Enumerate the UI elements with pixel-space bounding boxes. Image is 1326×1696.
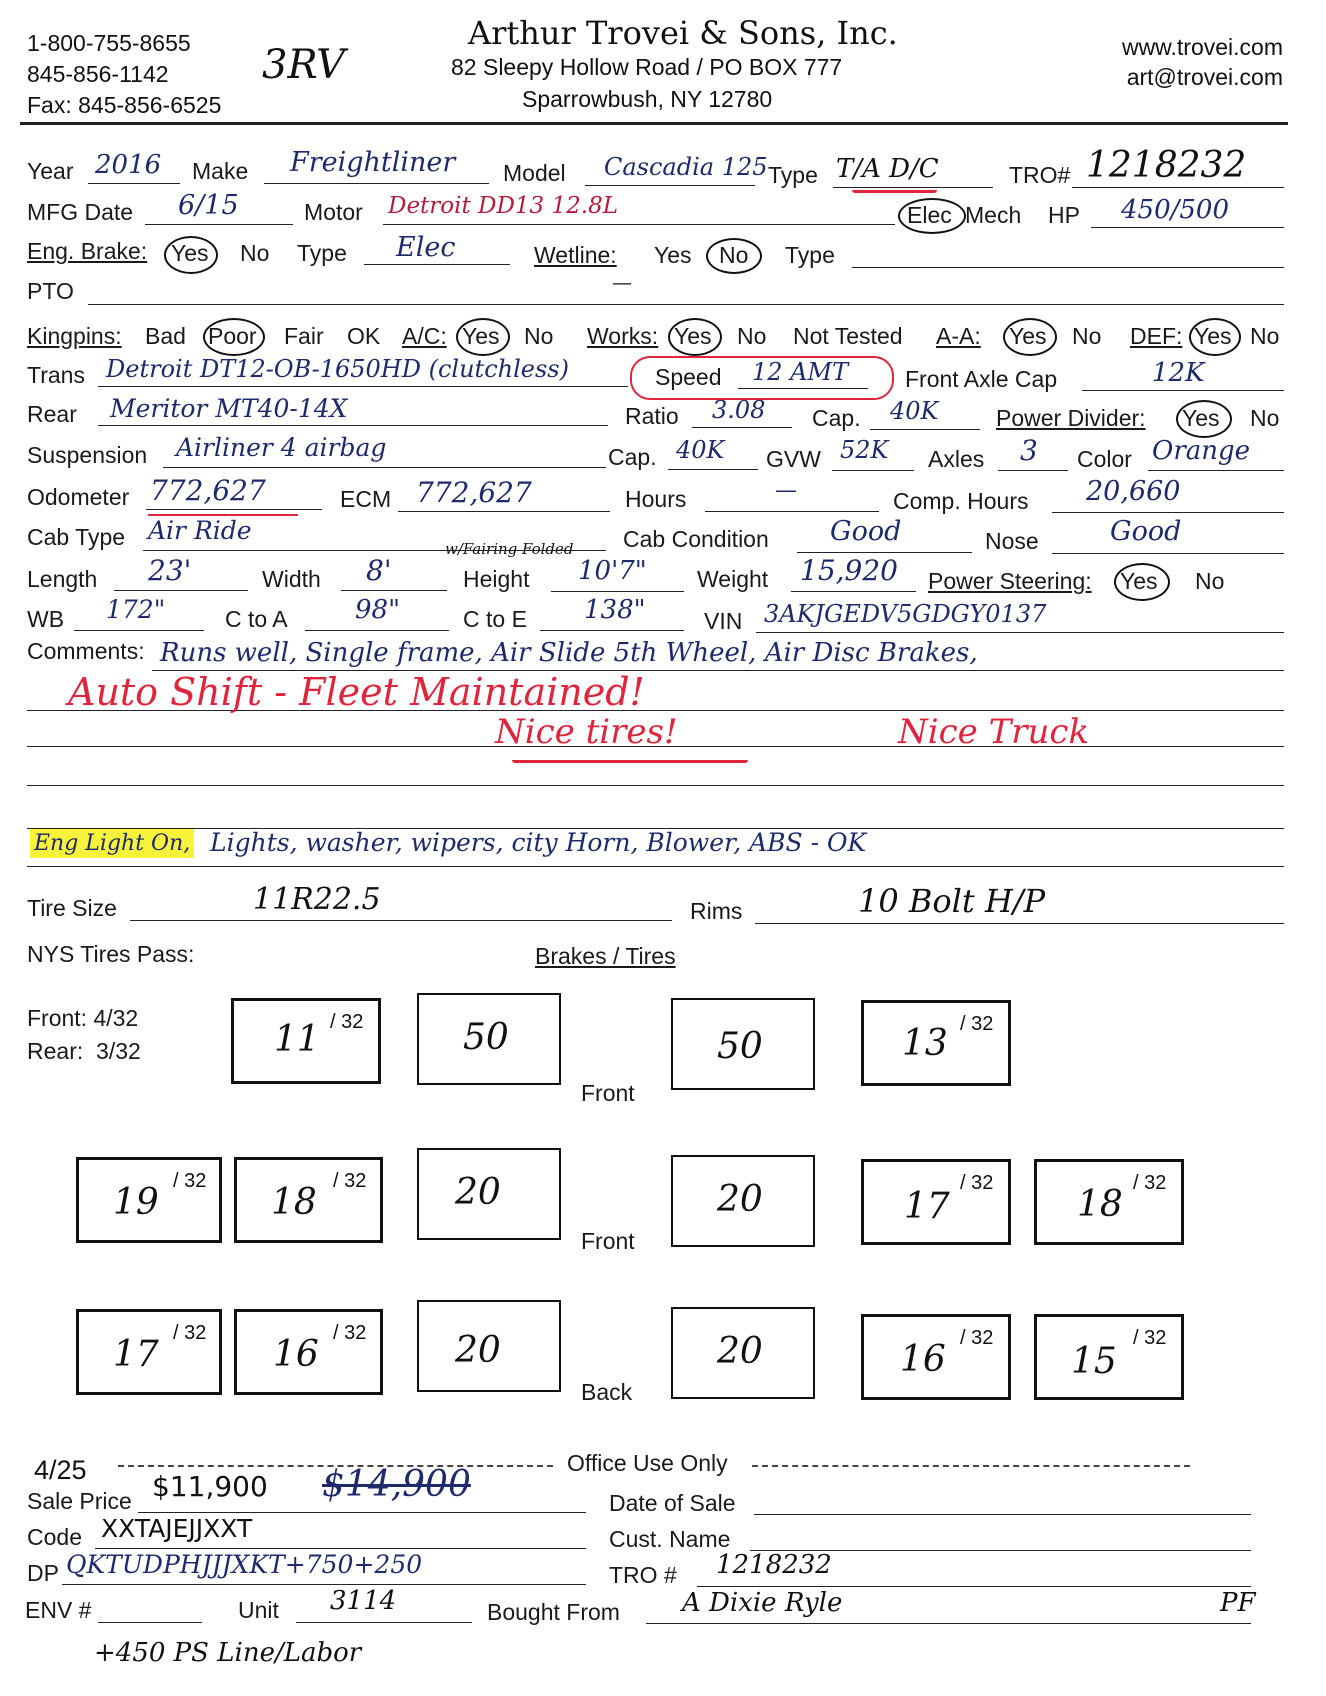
label-eng-brake: Eng. Brake: — [27, 238, 148, 264]
value-hours: — — [775, 478, 797, 503]
power-steering-no: No — [1195, 568, 1225, 594]
power-divider-no: No — [1250, 405, 1280, 431]
brake-value: 50 — [463, 1017, 509, 1058]
tro-line — [1072, 187, 1284, 188]
comments-line-6 — [27, 866, 1284, 867]
works-not-tested: Not Tested — [793, 323, 903, 349]
label-cust-name: Cust. Name — [609, 1526, 731, 1552]
label-eng-brake-type: Type — [297, 240, 347, 266]
label-c-to-e: C to E — [463, 606, 527, 632]
ratio-line — [692, 427, 792, 428]
kingpins-fair: Fair — [284, 323, 324, 349]
value-front-axle-cap: 12K — [1152, 358, 1205, 388]
company-name: Arthur Trovei & Sons, Inc. — [468, 14, 898, 52]
tread-denominator: / 32 — [330, 1011, 364, 1033]
tread-box-r3-l1 — [76, 1309, 222, 1395]
value-gvw: 52K — [840, 436, 889, 464]
ac-yes: Yes — [462, 323, 500, 349]
tread-box-r2-l2 — [234, 1157, 383, 1243]
tread-denominator: / 32 — [173, 1322, 207, 1344]
label-ratio: Ratio — [625, 403, 679, 429]
speed-line — [738, 388, 868, 389]
ac-no: No — [524, 323, 554, 349]
value-comments-3a: Nice tires! — [495, 712, 678, 752]
type-line — [833, 187, 993, 188]
pto-line — [88, 304, 1284, 305]
tread-value: 15 — [1071, 1341, 1117, 1382]
rear-cap-line — [870, 429, 980, 430]
value-weight: 15,920 — [800, 554, 898, 587]
tread-box-r3-l2 — [234, 1309, 383, 1395]
label-ac: A/C: — [402, 323, 447, 349]
company-email: art@trovei.com — [1126, 64, 1283, 90]
works-yes: Yes — [674, 323, 712, 349]
make-line — [264, 183, 489, 184]
brake-value: 20 — [717, 1179, 763, 1220]
label-pto: PTO — [27, 278, 74, 304]
label-dp: DP — [27, 1560, 59, 1586]
value-initials: PF — [1220, 1588, 1256, 1618]
header-phone-1: 1-800-755-8655 — [27, 30, 191, 56]
dp-line — [62, 1584, 586, 1585]
value-susp-cap: 40K — [676, 436, 725, 464]
year-line — [88, 183, 180, 184]
value-speed: 12 AMT — [752, 358, 849, 386]
wetline-yes: Yes — [654, 242, 692, 268]
value-sale-price: $11,900 — [152, 1470, 268, 1503]
header-fax: Fax: 845-856-6525 — [27, 92, 222, 118]
label-date-of-sale: Date of Sale — [609, 1490, 736, 1516]
label-aa: A-A: — [936, 323, 981, 349]
label-front-spec: Front: 4/32 — [27, 1005, 139, 1031]
label-type: Type — [768, 162, 818, 188]
value-axles: 3 — [1020, 434, 1038, 467]
value-dp: QKTUDPHJJJXKT+750+250 — [66, 1550, 423, 1579]
label-code: Code — [27, 1524, 82, 1550]
tread-value: 18 — [271, 1182, 317, 1223]
brake-value: 20 — [717, 1331, 763, 1372]
unit-line — [296, 1622, 472, 1623]
brake-box-r2-left — [417, 1148, 561, 1240]
value-highlight: Eng Light On, — [30, 829, 194, 858]
value-ecm: 772,627 — [416, 476, 532, 509]
label-susp-cap: Cap. — [608, 444, 657, 470]
label-nose: Nose — [985, 528, 1039, 554]
label-elec: Elec — [907, 202, 952, 228]
value-footnote: +450 PS Line/Labor — [94, 1638, 362, 1668]
tread-denominator: / 32 — [173, 1170, 207, 1192]
value-comments-2: Auto Shift - Fleet Maintained! — [68, 670, 645, 714]
tread-box-r1-right — [861, 1000, 1011, 1086]
tread-value: 19 — [113, 1182, 159, 1223]
value-mfg-date: 6/15 — [178, 190, 239, 221]
aa-yes: Yes — [1009, 323, 1047, 349]
value-motor: Detroit DD13 12.8L — [388, 193, 618, 219]
label-speed: Speed — [655, 364, 722, 390]
power-divider-yes: Yes — [1182, 405, 1220, 431]
nice-tires-red-underline — [512, 760, 748, 763]
tread-box-r3-r1 — [861, 1314, 1011, 1400]
nose-line — [1052, 553, 1284, 554]
company-address-2: Sparrowbush, NY 12780 — [522, 86, 773, 112]
kingpins-bad: Bad — [145, 323, 186, 349]
kingpins-poor: Poor — [208, 323, 257, 349]
label-rims: Rims — [690, 898, 743, 924]
company-address-1: 82 Sleepy Hollow Road / PO BOX 777 — [451, 54, 843, 80]
label-tire-size: Tire Size — [27, 895, 117, 921]
label-env: ENV # — [25, 1597, 92, 1623]
brake-value: 50 — [717, 1026, 763, 1067]
def-no: No — [1250, 323, 1280, 349]
label-rear: Rear — [27, 401, 77, 427]
label-odometer: Odometer — [27, 484, 130, 510]
tread-value: 17 — [113, 1334, 159, 1375]
hours-line — [705, 511, 879, 512]
label-front-row1: Front — [581, 1080, 635, 1106]
value-rear: Meritor MT40-14X — [110, 394, 348, 423]
value-ratio: 3.08 — [712, 396, 766, 424]
value-unit: 3114 — [330, 1586, 397, 1616]
value-type: T/A D/C — [836, 154, 939, 184]
header-rule — [20, 122, 1288, 125]
value-nose: Good — [1110, 516, 1182, 547]
comp-hours-line — [1052, 512, 1284, 513]
value-model: Cascadia 125 — [604, 153, 768, 181]
value-code: XXTAJEJJXXT — [101, 1514, 253, 1543]
tread-box-r2-l1 — [76, 1157, 222, 1243]
label-cab-condition: Cab Condition — [623, 526, 769, 552]
label-office-use-only: Office Use Only — [567, 1450, 728, 1476]
aa-no: No — [1072, 323, 1102, 349]
value-wetline-type: — — [612, 270, 632, 294]
tread-denominator: / 32 — [960, 1172, 994, 1194]
label-hours: Hours — [625, 486, 687, 512]
label-kingpins: Kingpins: — [27, 323, 122, 349]
value-bought-from: A Dixie Ryle — [682, 1588, 843, 1618]
cab-condition-line — [797, 552, 972, 553]
front-axle-cap-line — [1082, 390, 1284, 391]
model-line — [585, 185, 755, 186]
height-line — [551, 591, 684, 592]
value-trans: Detroit DT12-OB-1650HD (clutchless) — [106, 355, 569, 383]
value-eng-brake-type: Elec — [396, 232, 456, 263]
label-bought-from: Bought From — [487, 1599, 620, 1625]
value-fairing-note: w/Fairing Folded — [445, 540, 574, 558]
color-line — [1148, 470, 1284, 471]
weight-line — [791, 591, 916, 592]
label-make: Make — [192, 158, 249, 184]
suspension-line — [163, 467, 606, 468]
c-to-a-line — [305, 630, 449, 631]
value-c-to-e: 138" — [584, 595, 646, 625]
label-gvw: GVW — [766, 446, 821, 472]
tread-value: 17 — [904, 1186, 950, 1227]
header-handnote: 3RV — [262, 42, 346, 88]
value-suspension: Airliner 4 airbag — [176, 433, 387, 462]
power-steering-yes: Yes — [1120, 568, 1158, 594]
label-rear-cap: Cap. — [812, 405, 861, 431]
label-tro-office: TRO # — [609, 1562, 677, 1588]
value-year: 2016 — [95, 150, 162, 180]
value-height: 10'7" — [578, 556, 647, 586]
gvw-line — [832, 470, 914, 471]
label-wb: WB — [27, 606, 65, 632]
label-suspension: Suspension — [27, 442, 148, 468]
label-motor: Motor — [304, 199, 363, 225]
value-crossed-price: $14,900 — [322, 1464, 471, 1505]
trans-line — [98, 386, 628, 387]
value-vin: 3AKJGEDV5GDGY0137 — [764, 600, 1047, 628]
label-unit: Unit — [238, 1597, 279, 1623]
label-trans: Trans — [27, 362, 85, 388]
brake-box-r3-left — [417, 1300, 561, 1392]
value-width: 8' — [366, 554, 392, 587]
value-odometer: 772,627 — [150, 474, 266, 507]
label-works: Works: — [587, 323, 659, 349]
width-line — [341, 590, 447, 591]
brake-value: 20 — [455, 1172, 501, 1213]
brake-box-r1-left — [417, 993, 561, 1085]
tread-denominator: / 32 — [1133, 1327, 1167, 1349]
value-length: 23' — [148, 554, 192, 587]
label-power-steering: Power Steering: — [928, 568, 1092, 594]
label-back: Back — [581, 1379, 633, 1405]
type-red-underline — [852, 190, 937, 193]
tire-size-line — [130, 920, 672, 921]
tread-value: 16 — [273, 1334, 319, 1375]
label-cab-type: Cab Type — [27, 524, 126, 550]
mfg-date-line — [145, 224, 293, 225]
brake-box-r1-right — [671, 998, 815, 1090]
label-year: Year — [27, 158, 74, 184]
office-dash-right — [752, 1465, 1190, 1467]
rims-line — [755, 923, 1284, 924]
tro-office-line — [697, 1586, 1251, 1587]
label-width: Width — [262, 566, 321, 592]
label-wetline-type: Type — [785, 242, 835, 268]
comments-line-4 — [27, 785, 1284, 786]
tread-denominator: / 32 — [333, 1322, 367, 1344]
wb-line — [74, 630, 204, 631]
value-comments-4: Lights, washer, wipers, city Horn, Blower, ABS - OK — [210, 828, 867, 857]
label-vin: VIN — [704, 608, 743, 634]
kingpins-ok: OK — [347, 323, 381, 349]
value-tro-office: 1218232 — [716, 1550, 832, 1580]
brake-value: 20 — [455, 1330, 501, 1371]
def-yes: Yes — [1194, 323, 1232, 349]
tread-box-r3-r2 — [1034, 1314, 1184, 1400]
eng-brake-yes: Yes — [171, 240, 209, 266]
motor-line — [383, 224, 895, 225]
tread-value: 11 — [274, 1019, 320, 1060]
tread-denominator: / 32 — [333, 1170, 367, 1192]
value-hp: 450/500 — [1121, 195, 1230, 225]
company-website: www.trovei.com — [1121, 34, 1283, 60]
susp-cap-line — [668, 469, 758, 470]
tread-denominator: / 32 — [1133, 1172, 1167, 1194]
value-make: Freightliner — [290, 147, 456, 178]
label-comp-hours: Comp. Hours — [893, 488, 1029, 514]
label-ecm: ECM — [340, 486, 392, 512]
bought-from-line — [646, 1623, 1251, 1624]
label-color: Color — [1077, 446, 1132, 472]
value-comments-1: Runs well, Single frame, Air Slide 5th Wheel, Air Disc Brakes, — [160, 638, 978, 668]
wetline-no: No — [719, 242, 749, 268]
label-tro: TRO# — [1009, 162, 1071, 188]
header-phone-2: 845-856-1142 — [27, 61, 169, 87]
label-comments: Comments: — [27, 638, 145, 664]
label-brakes-tires: Brakes / Tires — [535, 943, 676, 969]
brake-box-r2-right — [671, 1155, 815, 1247]
label-nys-tires-pass: NYS Tires Pass: — [27, 941, 195, 967]
axles-line — [998, 470, 1068, 471]
office-date-note: 4/25 — [34, 1455, 87, 1485]
date-of-sale-line — [754, 1514, 1251, 1515]
value-cab-type: Air Ride — [148, 516, 252, 545]
tread-value: 13 — [902, 1023, 948, 1064]
tread-box-r2-r2 — [1034, 1159, 1184, 1245]
tread-box-r2-r1 — [861, 1159, 1011, 1245]
value-rear-cap: 40K — [890, 397, 939, 425]
value-wb: 172" — [106, 595, 166, 624]
value-comments-3b: Nice Truck — [898, 712, 1090, 752]
wetline-type-line — [852, 267, 1284, 268]
label-front-axle-cap: Front Axle Cap — [905, 366, 1058, 392]
tread-value: 16 — [900, 1339, 946, 1380]
env-line — [98, 1622, 202, 1623]
sale-price-line — [138, 1512, 586, 1513]
odometer-line — [146, 509, 322, 510]
label-mech: Mech — [965, 202, 1022, 228]
tread-value: 18 — [1077, 1184, 1123, 1225]
tread-box-r1-left — [231, 998, 381, 1084]
label-power-divider: Power Divider: — [996, 405, 1146, 431]
value-c-to-a: 98" — [355, 595, 401, 625]
label-weight: Weight — [697, 566, 769, 592]
label-hp: HP — [1048, 202, 1080, 228]
label-height: Height — [463, 566, 530, 592]
label-def: DEF: — [1130, 323, 1183, 349]
value-comp-hours: 20,660 — [1086, 476, 1181, 507]
vin-line — [756, 632, 1284, 633]
label-sale-price: Sale Price — [27, 1488, 132, 1514]
tread-denominator: / 32 — [960, 1327, 994, 1349]
code-line — [95, 1548, 586, 1549]
label-rear-spec: Rear: 3/32 — [27, 1038, 141, 1064]
label-model: Model — [503, 160, 566, 186]
works-no: No — [737, 323, 767, 349]
eng-brake-type-line — [364, 264, 510, 265]
length-line — [114, 590, 248, 591]
ecm-line — [398, 511, 610, 512]
value-cab-condition: Good — [830, 516, 902, 547]
value-color: Orange — [1152, 436, 1251, 466]
label-front-row2: Front — [581, 1228, 635, 1254]
tread-denominator: / 32 — [960, 1013, 994, 1035]
value-rims: 10 Bolt H/P — [858, 882, 1046, 920]
rear-line — [98, 425, 608, 426]
value-tro: 1218232 — [1086, 145, 1247, 186]
brake-box-r3-right — [671, 1307, 815, 1399]
label-c-to-a: C to A — [225, 606, 288, 632]
value-tire-size: 11R22.5 — [253, 882, 381, 917]
label-axles: Axles — [928, 446, 985, 472]
label-length: Length — [27, 566, 98, 592]
c-to-e-line — [540, 630, 684, 631]
hp-line — [1091, 227, 1284, 228]
eng-brake-no: No — [240, 240, 270, 266]
label-wetline: Wetline: — [534, 242, 617, 268]
label-mfg-date: MFG Date — [27, 199, 134, 225]
